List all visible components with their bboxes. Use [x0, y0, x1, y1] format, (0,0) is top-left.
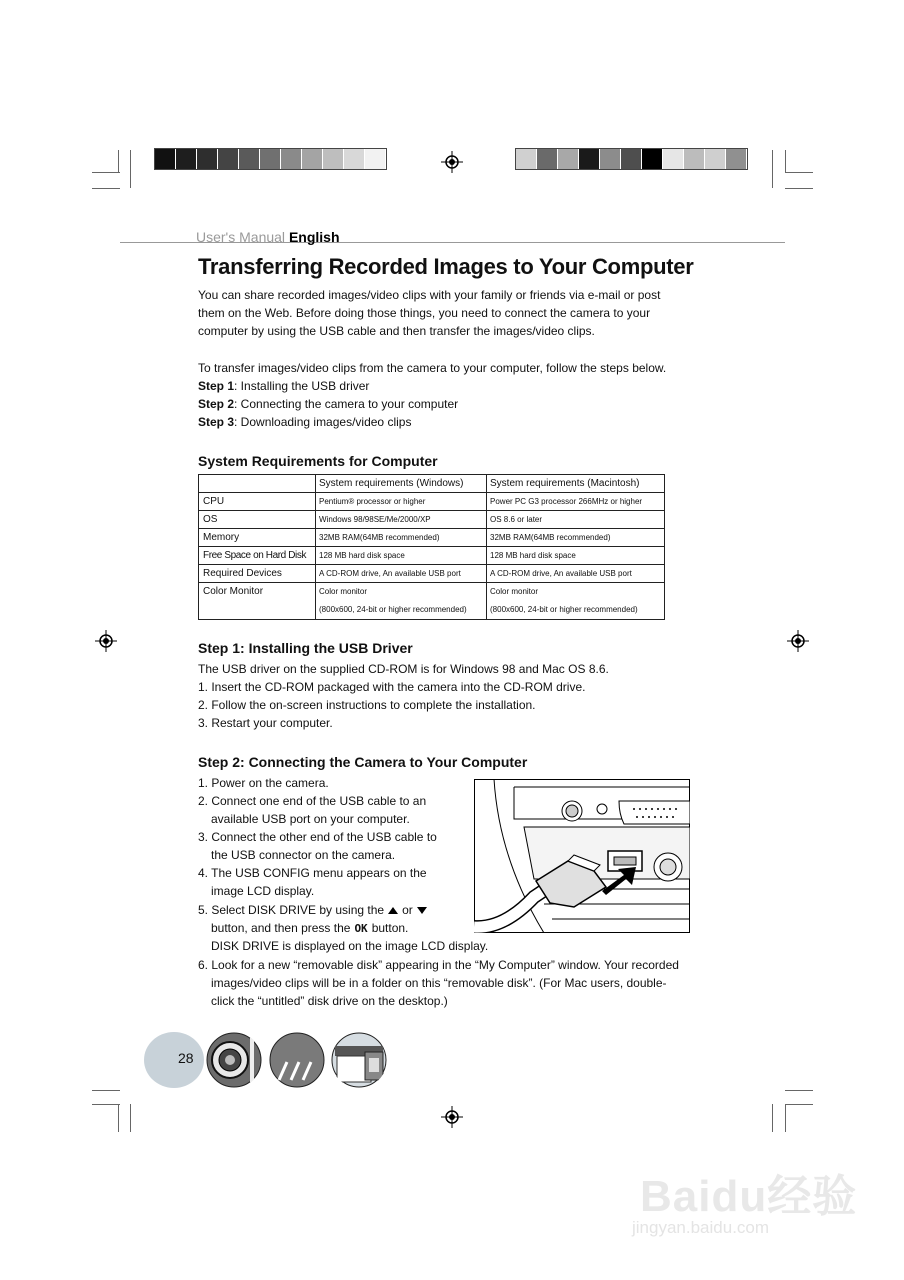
list-item: 4. The USB CONFIG menu appears on the [198, 866, 427, 880]
table-cell: Pentium® processor or higher [316, 493, 487, 511]
table-row-label: Required Devices [199, 565, 316, 583]
registration-mark-icon [441, 1106, 463, 1128]
table-row-label: Free Space on Hard Disk [199, 547, 316, 565]
lens-decoration-icon [206, 1032, 262, 1088]
list-item-continued: images/video clips will be in a folder on this “removable disk”. (For Mac users, double- [211, 976, 667, 990]
header-manual: User's Manual [196, 229, 289, 245]
table-cell: Windows 98/98SE/Me/2000/XP [316, 511, 487, 529]
registration-mark-icon [95, 630, 117, 652]
table-header-mac: System requirements (Macintosh) [487, 475, 665, 493]
system-requirements-table [198, 474, 665, 620]
crop-mark [92, 172, 120, 173]
crop-mark [130, 1104, 131, 1132]
down-arrow-icon [417, 907, 427, 914]
page-title: Transferring Recorded Images to Your Computer [198, 254, 694, 279]
color-calibration-bar-right [515, 148, 748, 170]
table-row-label: Color Monitor [199, 583, 316, 620]
table-cell [199, 475, 316, 493]
cell-line: Color monitor [490, 587, 539, 596]
crop-mark [785, 188, 813, 189]
page-number-badge [144, 1032, 204, 1088]
cell-line: (800x600, 24-bit or higher recommended) [319, 605, 467, 614]
table-row [199, 529, 665, 547]
table-row-label: Memory [199, 529, 316, 547]
table-row [199, 511, 665, 529]
table-cell: Power PC G3 processor 266MHz or higher [487, 493, 665, 511]
step-label: Step 1 [198, 379, 235, 393]
table-cell: A CD-ROM drive, An available USB port [316, 565, 487, 583]
table-cell: 32MB RAM(64MB recommended) [316, 529, 487, 547]
color-calibration-bar-left [154, 148, 387, 170]
crop-mark [130, 150, 131, 188]
table-row [199, 493, 665, 511]
step-text: : Installing the USB driver [234, 379, 370, 393]
table-cell [316, 583, 487, 620]
list-item-continued: DISK DRIVE is displayed on the image LCD display. [211, 939, 489, 953]
item-text: button. [371, 921, 409, 935]
list-item-continued: image LCD display. [211, 884, 315, 898]
table-row [199, 565, 665, 583]
table-cell: 128 MB hard disk space [487, 547, 665, 565]
list-item: 3. Connect the other end of the USB cable to [198, 830, 437, 844]
steps-intro: To transfer images/video clips from the camera to your computer, follow the steps below. [198, 361, 667, 375]
table-cell: A CD-ROM drive, An available USB port [487, 565, 665, 583]
crop-mark [785, 150, 786, 172]
ok-button-icon: OK [354, 922, 368, 935]
table-header-windows: System requirements (Windows) [316, 475, 487, 493]
list-item: 6. Look for a new “removable disk” appearing in the “My Computer” window. Your recorded [198, 958, 679, 972]
table-cell [487, 583, 665, 620]
header-language: English [288, 229, 340, 245]
list-item-continued: click the “untitled” disk drive on the desktop.) [211, 994, 448, 1008]
list-item [198, 901, 431, 919]
crop-mark [92, 188, 120, 189]
up-arrow-icon [388, 907, 398, 914]
step1-intro: The USB driver on the supplied CD-ROM is for Windows 98 and Mac OS 8.6. [198, 662, 609, 676]
registration-mark-icon [787, 630, 809, 652]
intro-line: them on the Web. Before doing those things, you need to connect the camera to your [198, 306, 651, 320]
table-cell: 128 MB hard disk space [316, 547, 487, 565]
crop-mark [785, 1090, 813, 1091]
camera-decoration-icon [331, 1032, 387, 1088]
table-row-label: CPU [199, 493, 316, 511]
step2-heading: Step 2: Connecting the Camera to Your Computer [198, 754, 528, 770]
step-summary [198, 377, 718, 395]
crop-mark [772, 150, 773, 188]
table-row-label: OS [199, 511, 316, 529]
baidu-watermark: Baidu经验 [640, 1172, 858, 1221]
list-item-continued: the USB connector on the camera. [211, 848, 396, 862]
table-cell: 32MB RAM(64MB recommended) [487, 529, 665, 547]
step-summary [198, 413, 718, 431]
usb-connection-illustration [474, 779, 690, 933]
sysreq-heading: System Requirements for Computer [198, 453, 438, 469]
list-item: 3. Restart your computer. [198, 716, 333, 730]
list-item: 2. Follow the on-screen instructions to complete the installation. [198, 698, 536, 712]
table-row [199, 547, 665, 565]
step-label: Step 2 [198, 397, 235, 411]
grille-decoration-icon [269, 1032, 325, 1088]
table-header-row [199, 475, 665, 493]
crop-mark [785, 1104, 786, 1132]
crop-mark [118, 150, 119, 172]
table-row [199, 583, 665, 620]
step-text: : Downloading images/video clips [234, 415, 412, 429]
registration-mark-icon [441, 151, 463, 173]
step1-heading: Step 1: Installing the USB Driver [198, 640, 413, 656]
table-cell: OS 8.6 or later [487, 511, 665, 529]
crop-mark [772, 1104, 773, 1132]
list-item: 1. Insert the CD-ROM packaged with the camera into the CD-ROM drive. [198, 680, 586, 694]
intro-line: computer by using the USB cable and then transfer the images/video clips. [198, 324, 595, 338]
crop-mark [785, 1104, 813, 1105]
list-item: 1. Power on the camera. [198, 776, 329, 790]
list-item: 2. Connect one end of the USB cable to an [198, 794, 427, 808]
page-number: 28 [178, 1050, 194, 1066]
cell-line: (800x600, 24-bit or higher recommended) [490, 605, 638, 614]
step-label: Step 3 [198, 415, 235, 429]
step-text: : Connecting the camera to your computer [234, 397, 459, 411]
crop-mark [92, 1104, 120, 1105]
item-text: button, and then press the [211, 921, 351, 935]
step-summary [198, 395, 718, 413]
list-item-continued [198, 919, 408, 938]
crop-mark [785, 172, 813, 173]
intro-line: You can share recorded images/video clips with your family or friends via e-mail or post [198, 288, 661, 302]
cell-line: Color monitor [319, 587, 368, 596]
list-item-continued: available USB port on your computer. [211, 812, 410, 826]
item-text: or [402, 903, 413, 917]
crop-mark [118, 1104, 119, 1132]
baidu-watermark-url: jingyan.baidu.com [632, 1218, 770, 1237]
crop-mark [92, 1090, 120, 1091]
running-header [196, 229, 340, 245]
item-text: 5. Select DISK DRIVE by using the [198, 903, 385, 917]
